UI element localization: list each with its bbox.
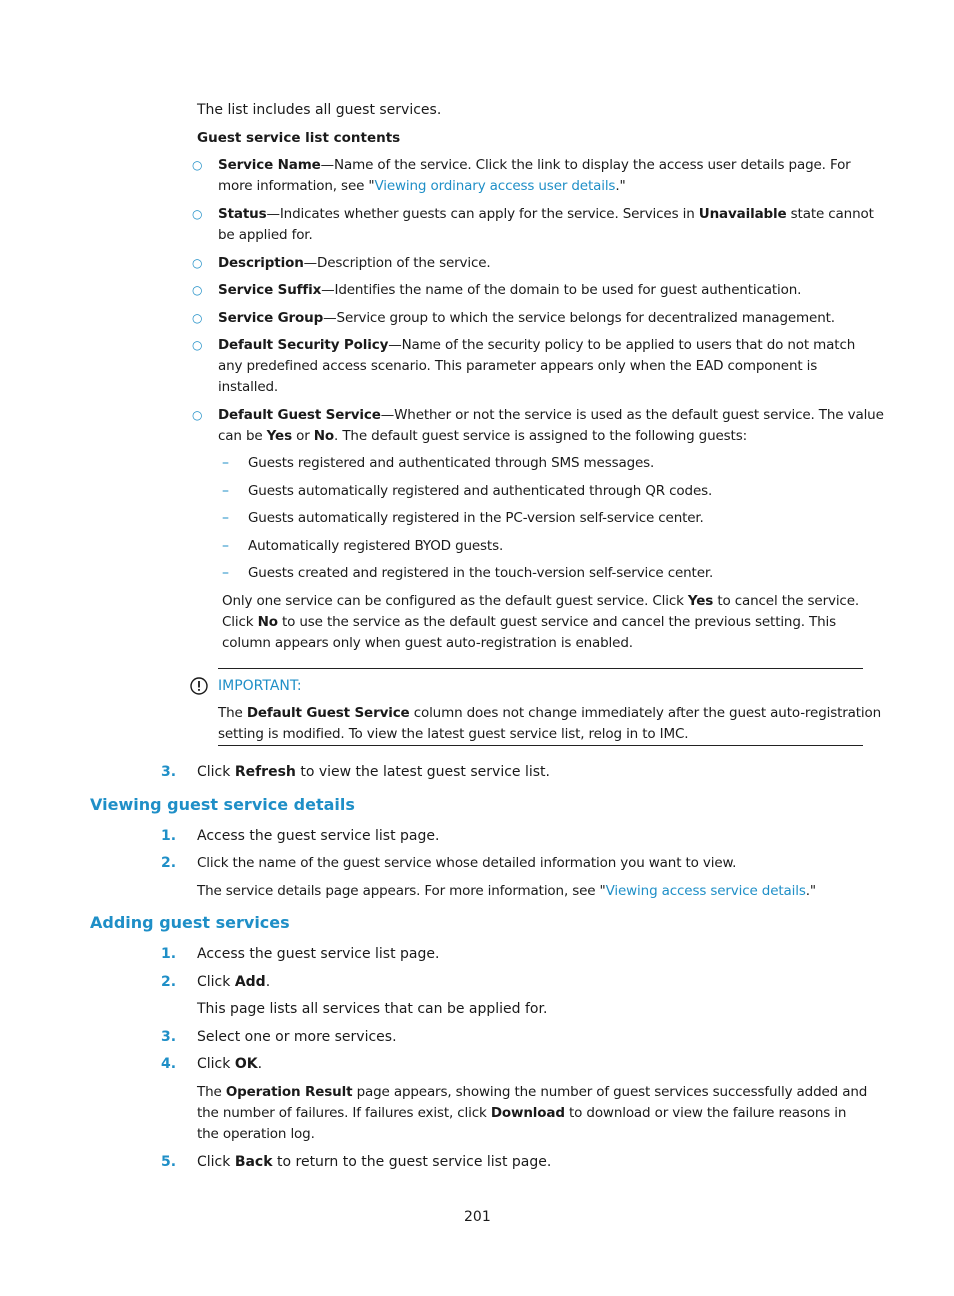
link-viewing-ordinary-access-user-details[interactable]: Viewing ordinary access user details (374, 178, 616, 194)
important-text-line: setting is modified. To view the latest guest service list, relog in to IMC. (218, 726, 689, 742)
important-label: IMPORTANT: (218, 678, 302, 694)
step-number: 2. (161, 855, 177, 871)
step-text: Click Refresh to view the latest guest service list. (197, 764, 550, 780)
step-number: 1. (161, 946, 177, 962)
list-item-default-security-policy-cont: installed. (218, 379, 279, 395)
step-text: Access the guest service list page. (197, 946, 440, 962)
step-result: The Operation Result page appears, showing the number of guest services successfully added and (197, 1084, 868, 1100)
dash-item: Automatically registered BYOD guests. (248, 538, 504, 554)
default-note-line: Click No to use the service as the default guest service and cancel the previous setting. This (222, 614, 837, 630)
link-viewing-access-service-details[interactable]: Viewing access service details (605, 883, 806, 899)
list-item-service-name-cont: more information, see "Viewing ordinary access user details." (218, 178, 626, 194)
step-result: the operation log. (197, 1126, 315, 1142)
step-number: 5. (161, 1154, 177, 1170)
list-item-service-suffix: Service Suffix—Identifies the name of the domain to be used for guest authentication. (218, 282, 802, 298)
dash-bullet-icon: – (222, 483, 229, 499)
dash-bullet-icon: – (222, 510, 229, 526)
circle-bullet-icon: ○ (192, 408, 203, 422)
default-note-line: column appears only when guest auto-registration is enabled. (222, 635, 633, 651)
important-bottom-rule (218, 745, 863, 746)
step-number: 1. (161, 828, 177, 844)
step-result: the number of failures. If failures exist, click Download to download or view the failure reasons in (197, 1105, 847, 1121)
step-text: Click Back to return to the guest service list page. (197, 1154, 552, 1170)
circle-bullet-icon: ○ (192, 338, 203, 352)
step-number: 3. (161, 1029, 177, 1045)
circle-bullet-icon: ○ (192, 311, 203, 325)
dash-item: Guests automatically registered and authenticated through QR codes. (248, 483, 713, 499)
page-number: 201 (464, 1209, 491, 1225)
step-result: This page lists all services that can be applied for. (197, 1001, 548, 1017)
list-contents-heading: Guest service list contents (197, 130, 401, 146)
step-number: 2. (161, 974, 177, 990)
circle-bullet-icon: ○ (192, 256, 203, 270)
exclamation-icon (190, 677, 208, 695)
step-text: Access the guest service list page. (197, 828, 440, 844)
list-item-service-group: Service Group—Service group to which the service belongs for decentralized management. (218, 310, 835, 326)
dash-item: Guests created and registered in the touch-version self-service center. (248, 565, 714, 581)
step-text: Click Add. (197, 974, 271, 990)
dash-bullet-icon: – (222, 538, 229, 554)
circle-bullet-icon: ○ (192, 207, 203, 221)
intro-text: The list includes all guest services. (197, 102, 442, 118)
list-item-default-security-policy-cont: any predefined access scenario. This parameter appears only when the EAD component is (218, 358, 818, 374)
dash-item: Guests automatically registered in the PC-version self-service center. (248, 510, 704, 526)
list-item-default-security-policy: Default Security Policy—Name of the security policy to be applied to users that do not match (218, 337, 856, 353)
dash-item: Guests registered and authenticated through SMS messages. (248, 455, 655, 471)
dash-bullet-icon: – (222, 565, 229, 581)
default-note-line: Only one service can be configured as the default guest service. Click Yes to cancel the service. (222, 593, 859, 609)
list-item-default-guest-service: Default Guest Service—Whether or not the service is used as the default guest service. The value (218, 407, 884, 423)
circle-bullet-icon: ○ (192, 283, 203, 297)
step-result: The service details page appears. For more information, see "Viewing access service details." (197, 883, 816, 899)
list-item-description: Description—Description of the service. (218, 255, 491, 271)
list-item-status: Status—Indicates whether guests can apply for the service. Services in Unavailable state cannot (218, 206, 874, 222)
step-text: Click the name of the guest service whose detailed information you want to view. (197, 855, 737, 871)
important-text-line: The Default Guest Service column does not change immediately after the guest auto-registration (218, 705, 882, 721)
list-item-status-cont: be applied for. (218, 227, 313, 243)
step-text: Click OK. (197, 1056, 263, 1072)
important-top-rule (218, 668, 863, 669)
step-number: 4. (161, 1056, 177, 1072)
heading-viewing-guest-service-details: Viewing guest service details (90, 795, 355, 814)
circle-bullet-icon: ○ (192, 158, 203, 172)
list-item-default-guest-service-cont: can be Yes or No. The default guest service is assigned to the following guests: (218, 428, 747, 444)
heading-adding-guest-services: Adding guest services (90, 913, 290, 932)
dash-bullet-icon: – (222, 455, 229, 471)
list-item-service-name: Service Name—Name of the service. Click the link to display the access user details page. For (218, 157, 851, 173)
step-text: Select one or more services. (197, 1029, 397, 1045)
step-number: 3. (161, 764, 177, 780)
